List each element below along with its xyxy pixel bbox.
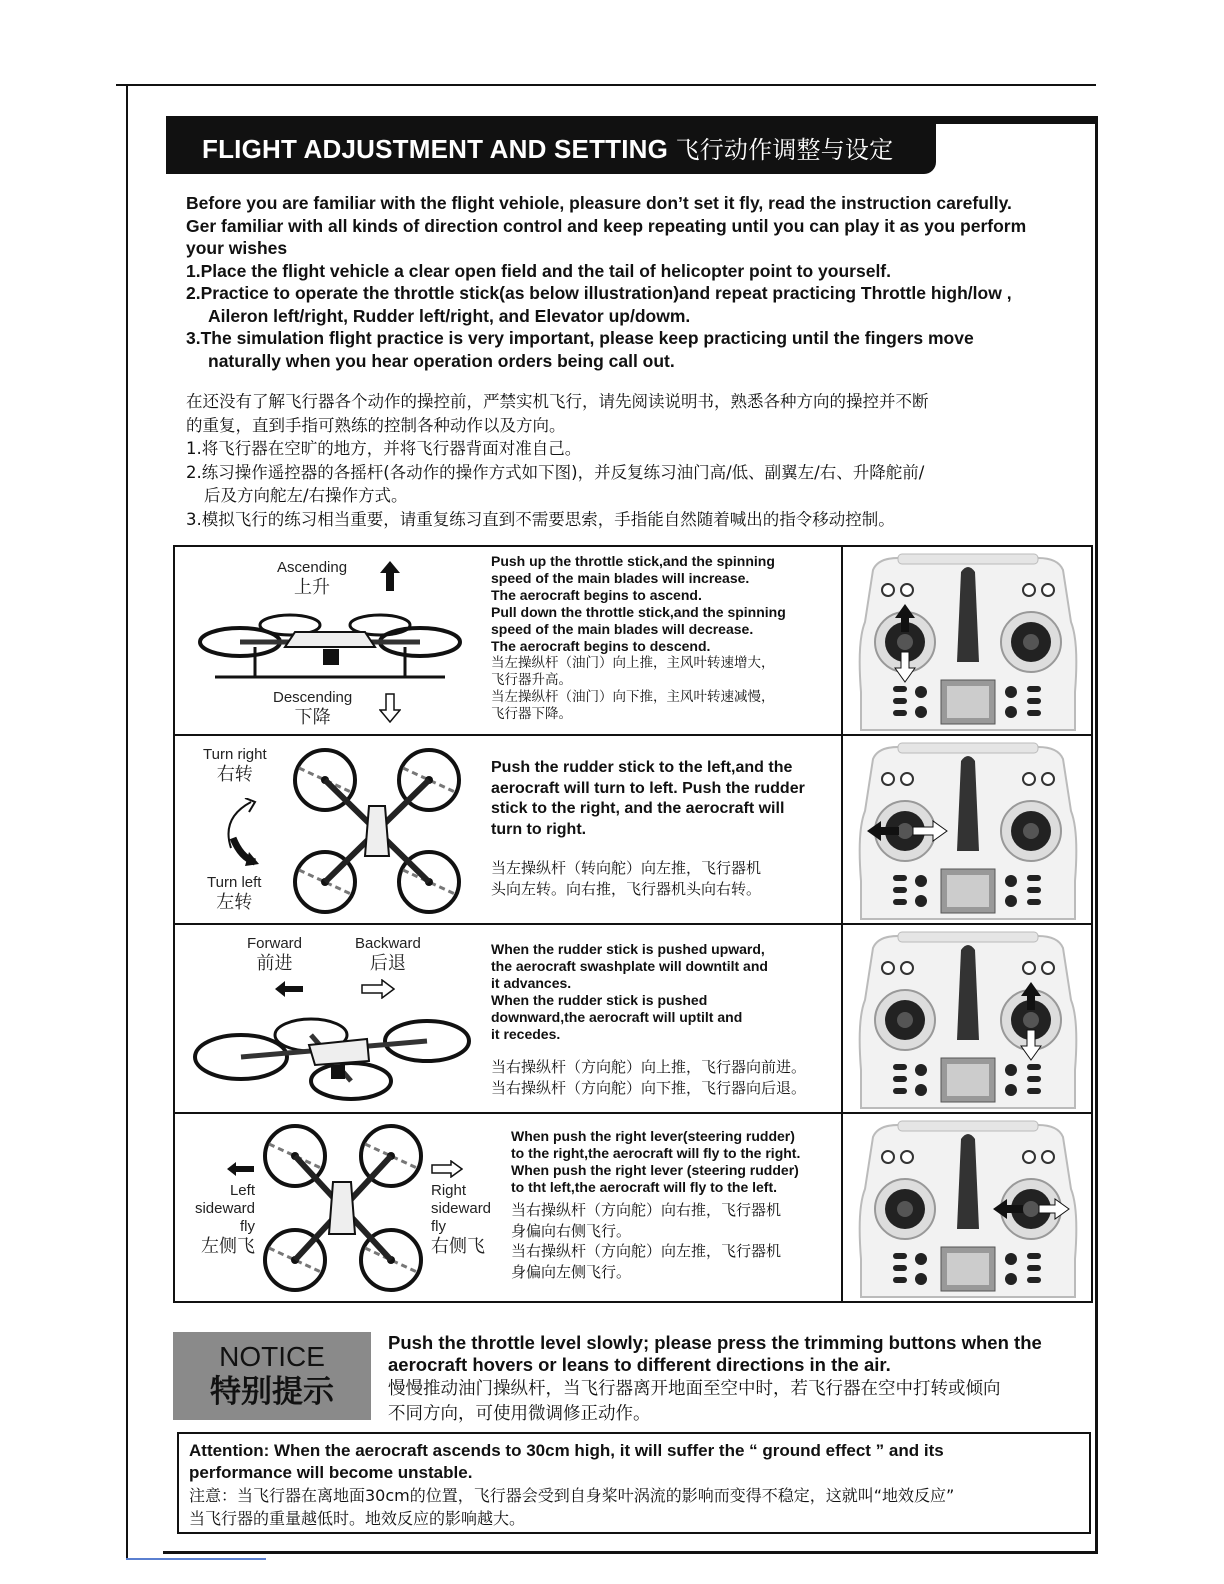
label-turn-right: Turn right 右转 <box>203 746 267 785</box>
intro-chinese: 在还没有了解飞行器各个动作的操控前，严禁实机飞行，请先阅读说明书，熟悉各种方向的操控并不断 的重复，直到手指可熟练的控制各种动作以及方向。 1.将飞行器在空旷的地方，并将飞行器背面对准自己。 2.练习操作遥控器的各摇杆(各动作的操作方式如下图)，并反复练习油门高/低、副翼左/右、升降舵前/ 后及方向舵左/右操作方式。 3.模拟飞行的练习相当重要，请重复练习直到不需要思索，手指能自然随着喊出的指令移动控制。 <box>186 392 929 529</box>
illustration-forward-backward <box>175 925 485 1112</box>
controller-diagram-aileron <box>841 1114 1091 1303</box>
controller-diagram-throttle <box>841 547 1091 734</box>
instructions-rudder: Push the rudder stick to the left,and the aerocraft will turn to left. Push the rudder stick to the right, and the aerocraft will turn to right. 当左操纵杆（转向舵）向左推，飞行器机 头向左转。向右推，飞行器机头向右转。 <box>491 759 805 898</box>
instructions-throttle: Push up the throttle stick,and the spinning speed of the main blades will increase. The aerocraft begins to ascend. Pull down the throttle stick,and the spinning speed of the main blades will decrease. The aerocraft begins to descend. 当左操纵杆（油门）向上推，主风叶转速增大， 飞行器升高。 当左操纵杆（油门）向下推，主风叶转速减慢， 飞行器下降。 <box>491 553 786 722</box>
illustration-ascend-descend <box>175 547 485 734</box>
illustration-sideward <box>175 1114 492 1303</box>
arrow-left-icon <box>275 981 305 997</box>
rotate-arrow-icon <box>221 798 261 868</box>
arrow-right-icon <box>361 979 395 999</box>
instructions-elevator: When the rudder stick is pushed upward, the aerocraft swashplate will downtilt and it advances. When the rudder stick is pushed downward,the aerocraft will uptilt and it recedes. 当右操纵杆（方向舵）向上推，飞行器向前进。 当右操纵杆（方向舵）向下推，飞行器向后退。 <box>491 941 807 1097</box>
remote-controller-icon <box>843 741 1093 921</box>
drone-top-view <box>257 1120 427 1296</box>
table-row-rudder <box>175 736 1091 925</box>
drone-tilted-view <box>191 1001 475 1107</box>
remote-controller-icon <box>843 1119 1093 1299</box>
label-forward: Forward 前进 <box>247 935 303 974</box>
label-right-sideward: Right sideward fly 右侧飞 <box>431 1182 492 1257</box>
notice-badge: NOTICE 特别提示 <box>173 1332 371 1420</box>
remote-controller-icon <box>843 552 1093 732</box>
flight-controls-table <box>173 545 1093 1303</box>
label-ascending: Ascending 上升 <box>277 559 348 598</box>
page-title: FLIGHT ADJUSTMENT AND SETTING 飞行动作调整与设定 <box>202 134 894 164</box>
attention-box: Attention: When the aerocraft ascends to 30cm high, it will suffer the “ ground effect ” and its performance will become unstable. 注意：当飞行器在离地面30cm的位置，飞行器会受到自身桨叶涡流的影响而变得不稳定，这就叫“地效反应” 当飞行器的重量越低时。地效反应的影响越大。 <box>177 1432 1091 1534</box>
section-header <box>166 116 1098 178</box>
arrow-up-icon <box>379 561 401 591</box>
table-row-throttle <box>175 547 1091 736</box>
label-left-sideward: Left sideward fly 左侧飞 <box>194 1182 255 1257</box>
top-rule <box>116 84 1096 86</box>
drone-top-view <box>287 744 467 918</box>
label-backward: Backward 后退 <box>355 935 421 974</box>
remote-controller-icon <box>843 930 1093 1110</box>
label-turn-left: Turn left 左转 <box>207 874 262 913</box>
header-banner <box>166 116 936 174</box>
notice-text: Push the throttle level slowly; please press the trimming buttons when the aerocraft hovers or leans to different directions in the air. 慢慢推动油门操纵杆，当飞行器离开地面至空中时，若飞行器在空中打转或倾向 不同方向，可使用微调修正动作。 <box>388 1332 1042 1424</box>
label-descending: Descending 下降 <box>273 689 353 728</box>
controller-diagram-elevator <box>841 925 1091 1112</box>
table-row-aileron <box>175 1114 1091 1303</box>
intro-english: Before you are familiar with the flight vehiole, pleasure don’t set it fly, read the instruction carefully. Ger familiar with all kinds of direction control and keep repeating until you can play it as you perform your wishes 1.Place the flight vehicle a clear open field and the tail of helicopter point to yourself. 2.Practice to operate the throttle stick(as below illustration)and repeat practicing Throttle high/low , Aileron left/right, Rudder left/right, and Elevator up/dowm. 3.The simulation flight practice is very important, please keep practicing until the fingers move naturally when you hear operation orders being call out. <box>186 193 1027 371</box>
controller-diagram-rudder <box>841 736 1091 923</box>
page-footer-line <box>126 1558 266 1560</box>
left-rule <box>126 84 128 1560</box>
arrow-left-icon <box>227 1162 255 1176</box>
arrow-down-icon <box>379 693 401 723</box>
instructions-aileron: When push the right lever(steering rudder) to the right,the aerocraft will fly to the right. When push the right lever (steering rudder) to tht left,the aerocraft will fly to the left. 当右操纵杆（方向舵）向右推，飞行器机 身偏向右侧飞行。 当右操纵杆（方向舵）向左推，飞行器机 身偏向左侧飞行。 <box>511 1128 801 1281</box>
illustration-turn <box>175 736 485 923</box>
arrow-right-icon <box>431 1160 463 1178</box>
table-row-elevator <box>175 925 1091 1114</box>
drone-side-view <box>195 597 465 687</box>
